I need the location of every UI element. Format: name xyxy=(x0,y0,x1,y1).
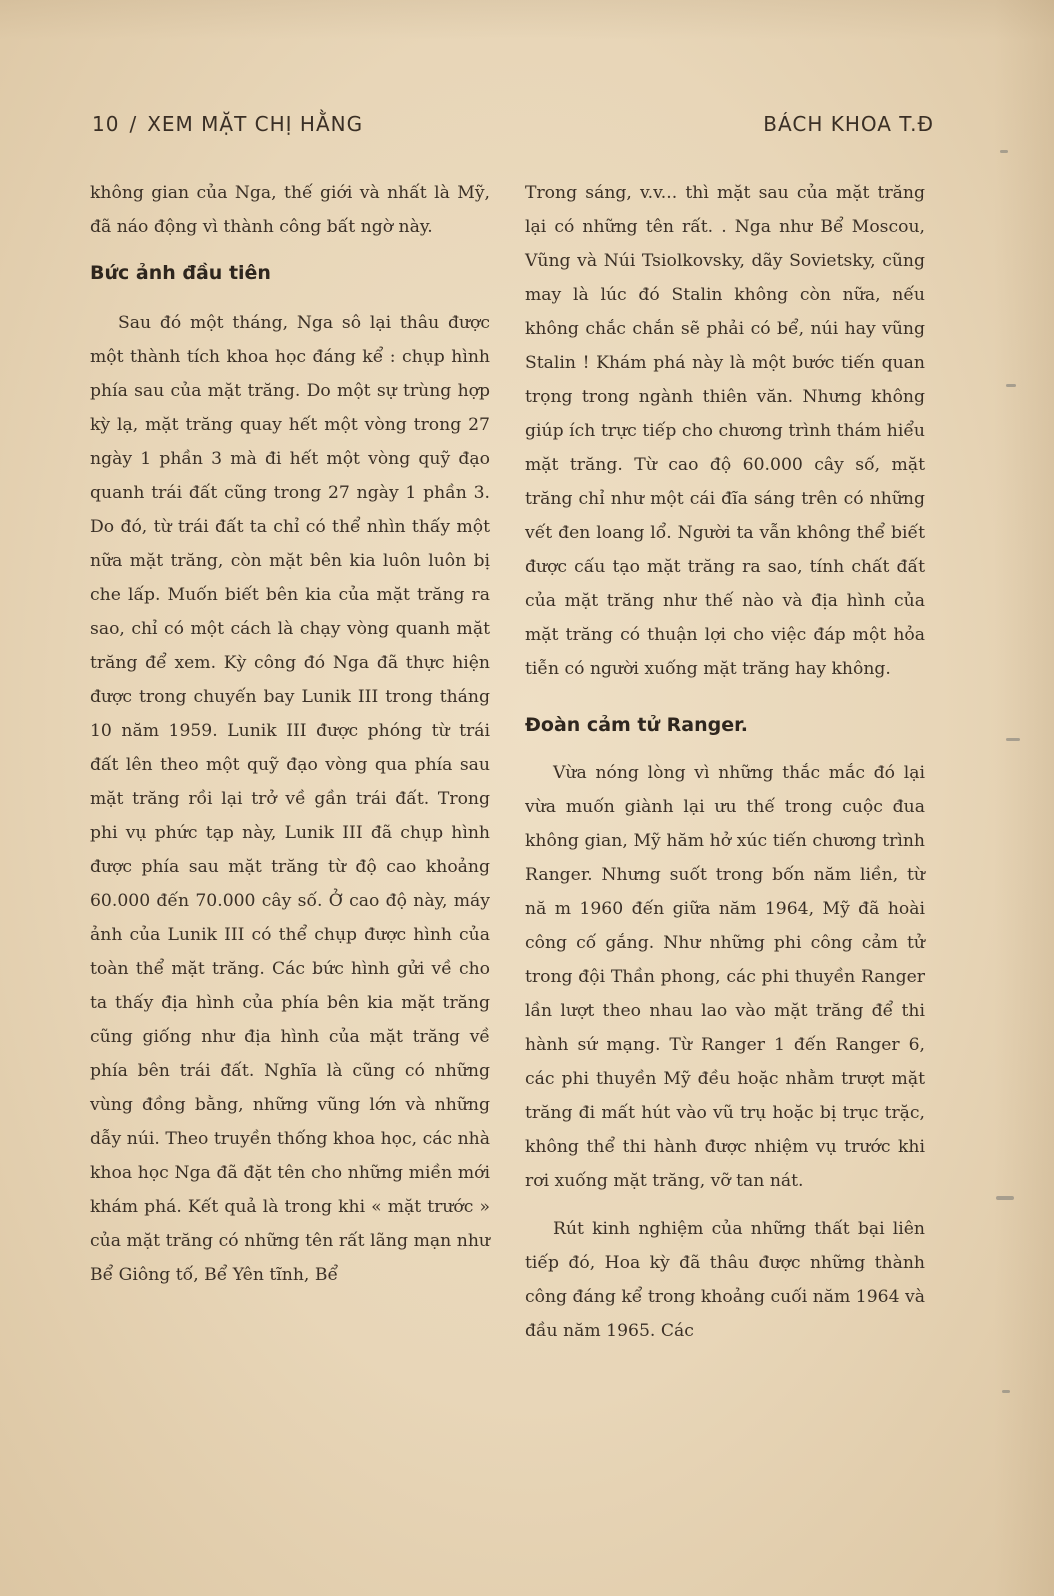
paper-speck xyxy=(1000,150,1008,153)
paragraph-gap xyxy=(525,1198,925,1212)
page-number: 10 xyxy=(92,112,120,136)
paper-speck xyxy=(1006,738,1020,741)
section-heading-first-photo: Bức ảnh đầu tiên xyxy=(90,262,271,284)
page-shading-top xyxy=(0,0,1054,40)
body-paragraph: Sau đó một tháng, Nga sô lại thâu được một thành tích khoa học đáng kể : chụp hình phía sau của mặt trăng. Do một sự trùng hợp kỳ lạ, mặt trăng quay hết một vòng trong 27 ngày 1 phần 3 mà đi hết một vòng quỹ đạo quanh trái đất cũng trong 27 ngày 1 phần 3. Do đó, từ trái đất ta chỉ có thể nhìn thấy một nữa mặt trăng, còn mặt bên kia luôn luôn bị che lấp. Muốn biết bên kia của mặt trăng ra sao, chỉ có một cách là chạy vòng quanh mặt trăng để xem. Kỳ công đó Nga đã thực hiện được trong chuyến bay Lunik III trong tháng 10 năm 1959. Lunik III được phóng từ trái đất lên theo một quỹ đạo vòng qua phía sau mặt trăng rồi lại trở về gần trái đất. Trong phi vụ phức tạp này, Lunik III đã chụp hình được phía sau mặt trăng từ độ cao khoảng 60.000 đến 70.000 cây số. Ở cao độ này, máy ảnh của Lunik III có thể chụp được hình của toàn thể mặt trăng. Các bức hình gửi về cho ta thấy địa hình của phía bên kia mặt trăng cũng giống như địa hình của mặt trăng về phía bên trái đất. Nghĩa là cũng có những vùng đồng bằng, những vũng lớn và những dẫy núi. Theo truyền thống khoa học, các nhà khoa học Nga đã đặt tên cho những miền mới khám phá. Kết quả là trong khi « mặt trước » của mặt trăng có những tên rất lãng mạn như Bể Giông tố, Bể Yên tĩnh, Bể xyxy=(90,313,490,1285)
intro-paragraph: không gian của Nga, thế giới và nhất là Mỹ, đã náo động vì thành công bất ngờ này. xyxy=(90,183,490,237)
continuation-paragraph: Trong sáng, v.v... thì mặt sau của mặt trăng lại có những tên rất. . Nga như Bể Moscou, Vũng và Núi Tsiolkovsky, dãy Sovietsky, cũng may là lúc đó Stalin không còn nữa, nếu không chắc chắn sẽ phải có bể, núi hay vũng Stalin ! Khám phá này là một bước tiến quan trọng trong ngành thiên văn. Nhưng không giúp ích trực tiếp cho chương trình thám hiểu mặt trăng. Từ cao độ 60.000 cây số, mặt trăng chỉ như một cái đĩa sáng trên có những vết đen loang lổ. Người ta vẫn không thể biết được cấu tạo mặt trăng ra sao, tính chất đất của mặt trăng như thế nào và địa hình của mặt trăng có thuận lợi cho việc đáp một hỏa tiễn có người xuống mặt trăng hay không. xyxy=(525,183,925,679)
publication-name: BÁCH KHOA T.Đ xyxy=(763,112,934,136)
left-column xyxy=(90,176,490,1292)
section-title: XEM MẶT CHỊ HẰNG xyxy=(147,112,364,136)
header-left xyxy=(92,112,363,136)
paper-speck xyxy=(996,1196,1014,1200)
section-heading-ranger: Đoàn cảm tử Ranger. xyxy=(525,714,748,736)
header-separator: / xyxy=(129,112,138,136)
ranger-paragraph: Vừa nóng lòng vì những thắc mắc đó lại vừa muốn giành lại ưu thế trong cuộc đua không gian, Mỹ hăm hở xúc tiến chương trình Ranger. Nhưng suốt trong bốn năm liền, từ nă m 1960 đến giữa năm 1964, Mỹ đã hoài công cố gắng. Như những phi công cảm tử trong đội Thần phong, các phi thuyền Ranger lần lượt theo nhau lao vào mặt trăng để thi hành sứ mạng. Từ Ranger 1 đến Ranger 6, các phi thuyền Mỹ đều hoặc nhằm trượt mặt trăng đi mất hút vào vũ trụ hoặc bị trục trặc, không thể thi hành được nhiệm vụ trước khi rơi xuống mặt trăng, vỡ tan nát. xyxy=(525,763,925,1191)
paper-speck xyxy=(1006,384,1016,387)
results-paragraph: Rút kinh nghiệm của những thất bại liên tiếp đó, Hoa kỳ đã thâu được những thành công đáng kể trong khoảng cuối năm 1964 và đầu năm 1965. Các xyxy=(525,1219,925,1341)
page-shading-right xyxy=(994,0,1054,1596)
running-header xyxy=(92,112,934,142)
paper-speck xyxy=(1002,1390,1010,1393)
right-column xyxy=(525,176,925,1348)
